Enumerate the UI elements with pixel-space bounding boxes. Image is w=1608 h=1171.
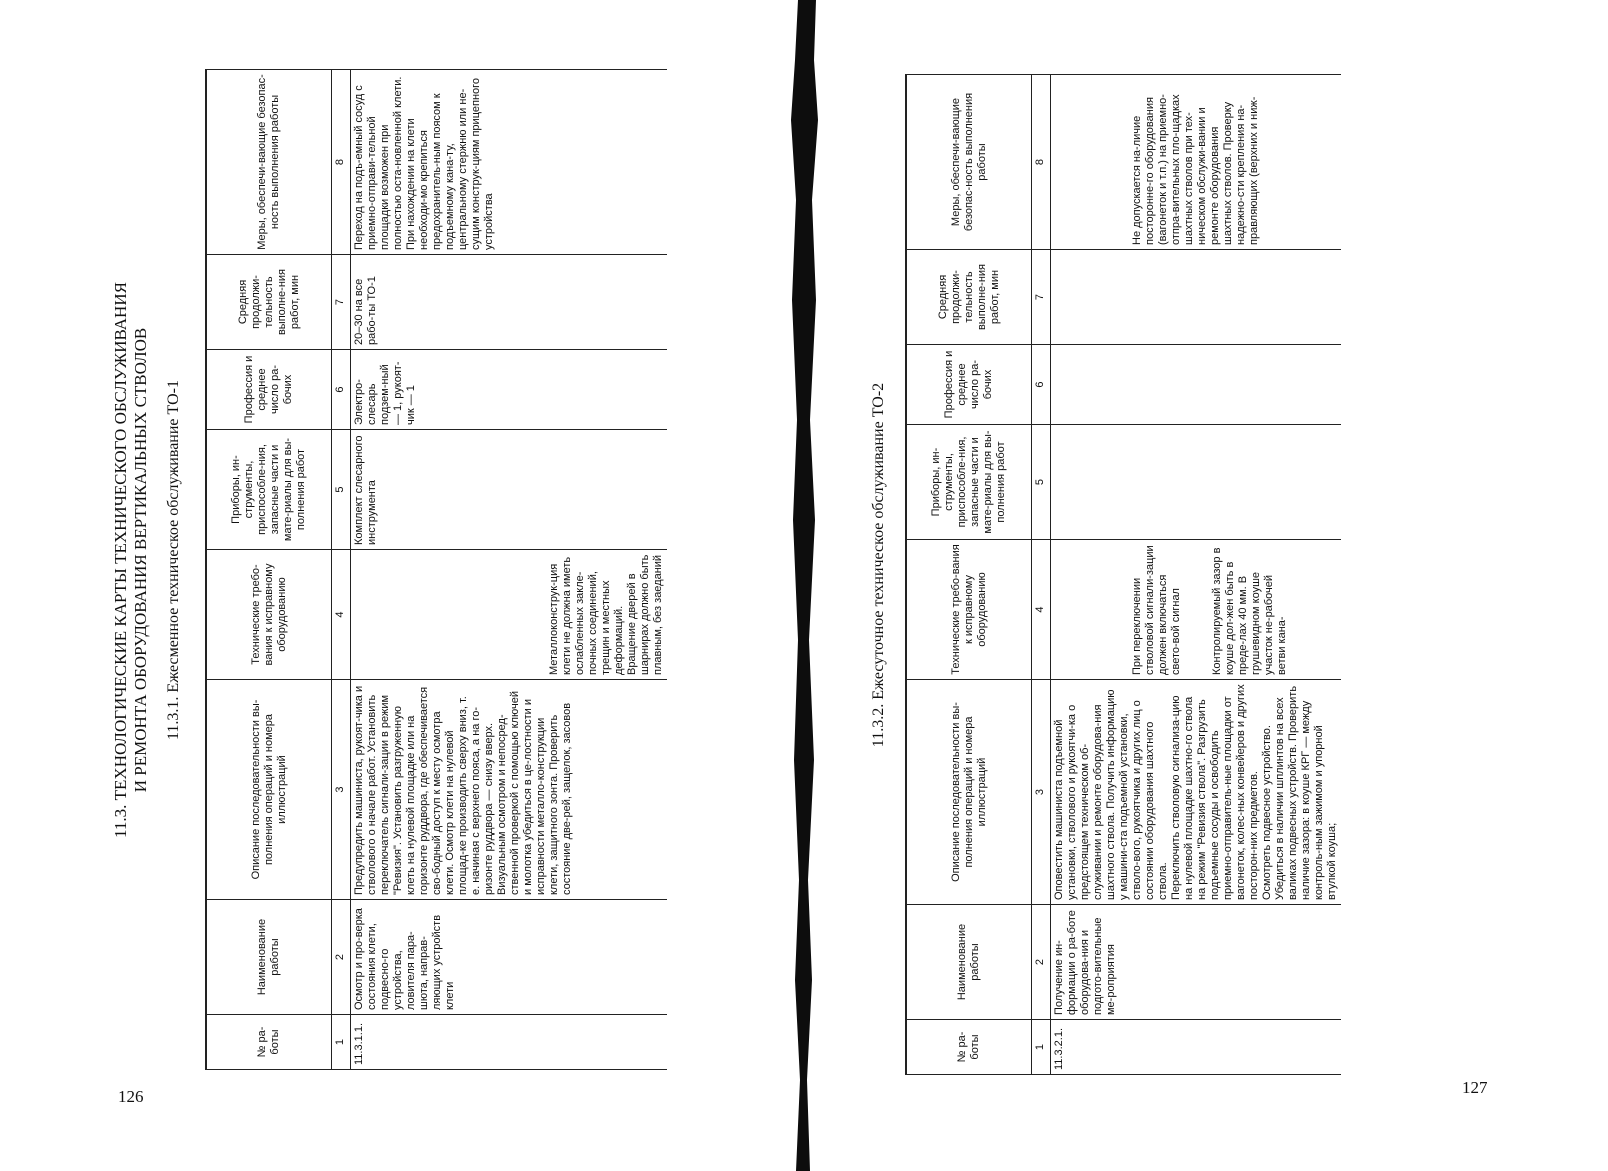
to2-table — [905, 74, 1341, 1075]
header-cell: № ра-боты — [206, 1015, 332, 1070]
work-name: Получение ин-формации о ра-боте оборудова-ния и подгото-вительные ме-роприятия — [1051, 905, 1342, 1020]
description-part-3: Осмотреть подвесное устройство. Убедиться в наличии шплинтов на всех валиках подвесных устройств. Проверить наличие зазора: в коуше КРГ — между контроль-ным зажимом и упорной втулкой коуша; — [1261, 685, 1338, 900]
profession — [1051, 345, 1342, 425]
technical-requirements — [1051, 540, 1342, 680]
header-cell: Профессия и среднее число ра-бочих — [206, 350, 332, 430]
column-number: 1 — [332, 1015, 351, 1070]
header-cell: Наименование работы — [906, 905, 1032, 1020]
table-header-row — [906, 75, 1032, 1075]
profession: Электро-слесарь подзем-ный — 1, рукоят-чик — 1 — [351, 350, 668, 430]
page-number-right: 127 — [1462, 1078, 1488, 1097]
subsection-title-to1: 11.3.1. Ежесменное техническое обслуживание ТО-1 — [165, 380, 182, 740]
column-number-row — [1032, 75, 1051, 1075]
safety-measures — [1051, 75, 1342, 250]
column-number: 2 — [332, 900, 351, 1015]
section-title-line1: 11.3. ТЕХНОЛОГИЧЕСКИЕ КАРТЫ ТЕХНИЧЕСКОГО ОБСЛУЖИВАНИЯ — [111, 282, 130, 838]
header-cell: Наименование работы — [206, 900, 332, 1015]
header-cell: Меры, обеспечи-вающие безопас-ность выполнения работы — [206, 70, 332, 255]
column-number: 6 — [332, 350, 351, 430]
book-spine-shadow — [790, 0, 822, 1171]
safety-measures: Переход на подъ-емный сосуд с приемно-отправи-тельной площадки возможен при полностью оста-новленной клети. При нахождении на клети необходи-мо крепиться предохранитель-ным поясом к подъемному кана-ту, центральному стержню или не-сущим конструк-циям прицепного устройства — [351, 70, 668, 255]
column-number: 3 — [1032, 680, 1051, 905]
header-cell: Описание последовательности вы-полнения операций и номера иллюстраций — [906, 680, 1032, 905]
column-number: 5 — [1032, 425, 1051, 540]
column-number: 8 — [1032, 75, 1051, 250]
section-title-line2: И РЕМОНТА ОБОРУДОВАНИЯ ВЕРТИКАЛЬНЫХ СТВОЛОВ — [131, 327, 150, 793]
description-part-1: Оповестить машиниста подъемной установки, стволового и рукоятчи-ка о предстоящем техническом об-служивании и ремонте оборудова-ния шахтного ствола. Получить информацию у машини-ста подъемной установки, стволо-вого, рукоятчика и других лиц о состоянии оборудования шахтного ствола. — [1053, 689, 1169, 900]
subsection-title-to2: 11.3.2. Ежесуточное техническое обслуживание ТО-2 — [870, 382, 887, 748]
column-number: 3 — [332, 680, 351, 900]
to1-table — [205, 69, 667, 1070]
requirements-part-1: При переключении стволовой сигнали-зации должен включаться свето-вой сигнал — [1131, 545, 1182, 675]
column-number: 2 — [1032, 905, 1051, 1020]
column-number: 5 — [332, 430, 351, 550]
tools-materials: Комплект слесарного инструмента — [351, 430, 668, 550]
column-number: 7 — [332, 255, 351, 350]
header-cell: Средняя продолжи-тельность выполне-ния работ, мин — [206, 255, 332, 350]
work-number: 11.3.1.1. — [351, 1015, 668, 1070]
column-number: 8 — [332, 70, 351, 255]
column-number: 4 — [332, 550, 351, 680]
header-cell: Приборы, ин-струменты, приспособле-ния, запасные части и мате-риалы для вы-полнения работ — [206, 430, 332, 550]
tools-materials — [1051, 425, 1342, 540]
header-cell: № ра-боты — [906, 1020, 1032, 1075]
table-row — [351, 70, 668, 1070]
right-page — [860, 55, 1500, 1075]
safety-part-1: Не допускается на-личие посторонне-го оборудования (вагонеток и т.п.) на приемно-отпра-вительных пло-щадках шахтных стволов при тех-ническом обслужи-вании и ремонте оборудования шахтных стволов. Проверку надежно-сти крепления на-правляющих (верхних и ниж- — [1131, 94, 1260, 245]
work-number: 11.3.2.1. — [1051, 1020, 1342, 1075]
technical-requirements — [351, 550, 668, 680]
left-page — [105, 50, 725, 1070]
work-description — [1051, 680, 1342, 905]
header-cell: Технические требо-вания к исправному оборудованию — [206, 550, 332, 680]
column-number: 4 — [1032, 540, 1051, 680]
column-number: 6 — [1032, 345, 1051, 425]
header-cell: Профессия и среднее число ра-бочих — [906, 345, 1032, 425]
page-number-left: 126 — [118, 1087, 144, 1106]
header-cell: Приборы, ин-струменты, приспособле-ния, запасные части и мате-риалы для вы-полнения работ — [906, 425, 1032, 540]
header-cell: Средняя продолжи-тельность выполне-ния работ, мин — [906, 250, 1032, 345]
duration: 20–30 на все рабо-ты ТО-1 — [351, 255, 668, 350]
column-number: 1 — [1032, 1020, 1051, 1075]
work-name: Осмотр и про-верка состояния клети, подвесно-го устройства, ловителя пара-шюта, направ-ляющих устройств клети — [351, 900, 668, 1015]
column-number-row — [332, 70, 351, 1070]
description-part-2: Переключить стволовую сигнализа-цию на нулевой площадке шахтно-го ствола на режим "Ревизия ствола". Разгрузить подъемные сосуды и освободить приемно-отправитель-ные площадки от вагонеток, колес-ных конвейеров и других посторон-них предметов. — [1170, 684, 1260, 900]
section-title — [111, 50, 151, 1070]
table-header-row — [206, 70, 332, 1070]
duration — [1051, 250, 1342, 345]
header-cell: Технические требо-вания к исправному оборудованию — [906, 540, 1032, 680]
requirements-text: Металлоконструк-ция клети не должна иметь ослабленных закле-почных соединений, трещин и местных деформаций. Вращение дверей в шарнирах должно быть плавным, без заеданий — [548, 554, 664, 675]
work-description: Предупредить машиниста, рукоят-чика и стволового о начале работ. Установить переключатель сигнали-зации в режим "Ревизия". Установить разгруженную клеть на нулевой площадке или на горизонте руддвора, где обеспечивается сво-бодный доступ к месту осмотра клети. Осмотр клети на нулевой площад-ке производить сверху вниз, т. е. начиная с верхнего пояса, а на го-ризонте руддвора — снизу вверх. Визуальным осмотром и непосред-ственной проверкой с помощью ключей и молотка убедиться в це-лостности и исправности металло-конструкции клети, защитного зонта. Проверить состояние две-рей, защелок, засовов — [351, 680, 668, 900]
column-number: 7 — [1032, 250, 1051, 345]
header-cell: Описание последовательности вы-полнения операций и номера иллюстраций — [206, 680, 332, 900]
table-row — [1051, 75, 1342, 1075]
header-cell: Меры, обеспечи-вающие безопас-ность выполнения работы — [906, 75, 1032, 250]
requirements-part-2: Контролируемый зазор в коуше дол-жен быть в преде-лах 40 мм. В грушевидном коуше участок не-рабочей ветви кана- — [1211, 547, 1288, 675]
